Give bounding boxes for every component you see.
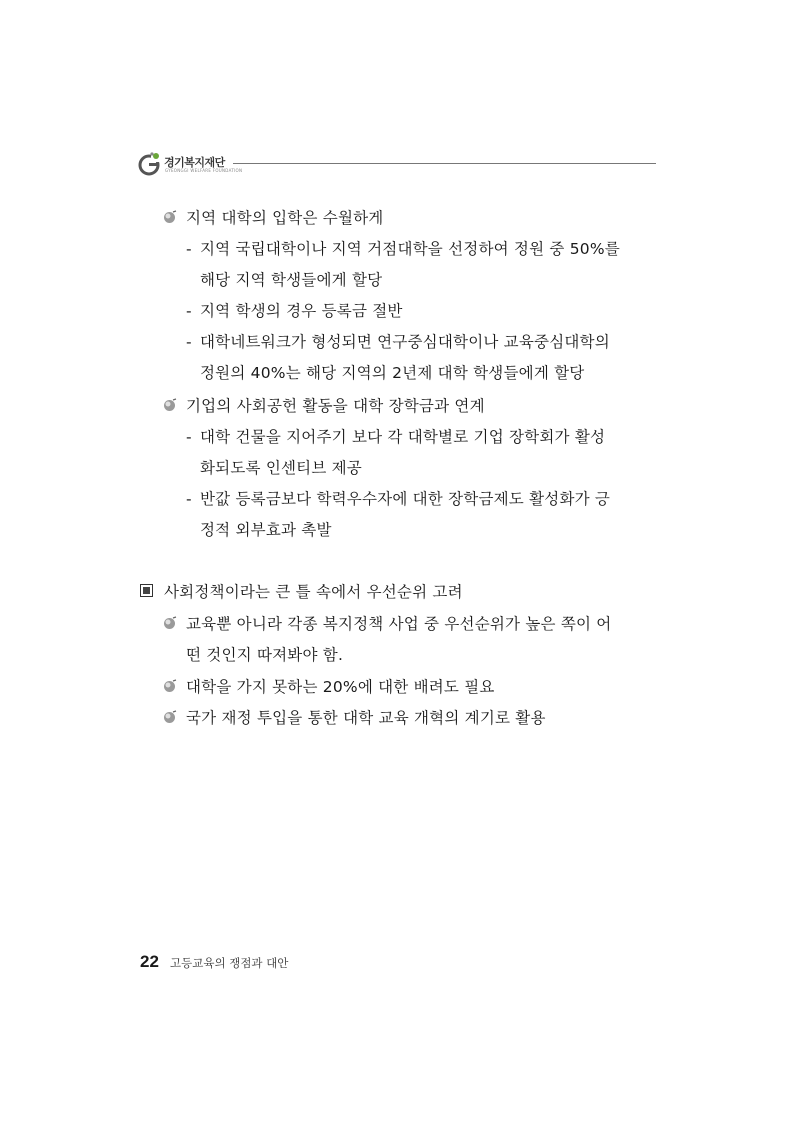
page-footer [140,952,288,972]
org-name: 경기복지재단 [164,156,225,169]
square-bullet-icon [140,584,153,597]
item-text-continued: 정적 외부효과 촉발 [200,521,332,539]
item-text-continued: 화되도록 인센티브 제공 [200,459,362,477]
item-text: 대학 건물을 지어주기 보다 각 대학별로 기업 장학회가 활성 [200,428,606,446]
section-heading: 사회정책이라는 큰 틀 속에서 우선순위 고려 [164,583,463,601]
page-header [138,146,658,182]
sphere-bullet-icon [163,616,178,630]
org-subtitle: GYEONGGI WELFARE FOUNDATION [165,168,243,173]
sphere-bullet-icon [163,710,178,724]
sphere-bullet-icon [163,679,178,693]
bullet-text: 대학을 가지 못하는 20%에 대한 배려도 필요 [186,678,495,696]
dash-marker: - [186,428,192,446]
bullet-text: 기업의 사회공헌 활동을 대학 장학금과 연계 [186,397,485,415]
foundation-logo-icon [138,150,162,176]
dash-marker: - [186,302,192,320]
running-title: 고등교육의 쟁점과 대안 [170,956,289,970]
bullet-text: 지역 대학의 입학은 수월하게 [186,209,384,227]
item-text-continued: 해당 지역 학생들에게 할당 [200,271,383,289]
dash-marker: - [186,490,192,508]
bullet-text: 교육뿐 아니라 각종 복지정책 사업 중 우선순위가 높은 쪽이 어 [186,615,612,633]
page-number: 22 [140,952,159,971]
bullet-text-continued: 떤 것인지 따져봐야 함. [186,646,344,664]
dash-marker: - [186,240,192,258]
item-text: 지역 학생의 경우 등록금 절반 [200,302,403,320]
item-text: 지역 국립대학이나 지역 거점대학을 선정하여 정원 중 50%를 [200,240,620,258]
sphere-bullet-icon [163,398,178,412]
dash-marker: - [186,333,192,351]
item-text-continued: 정원의 40%는 해당 지역의 2년제 대학 학생들에게 할당 [200,364,585,382]
item-text: 반값 등록금보다 학력우수자에 대한 장학금제도 활성화가 긍 [200,490,611,508]
bullet-text: 국가 재정 투입을 통한 대학 교육 개혁의 계기로 활용 [186,709,546,727]
sphere-bullet-icon [163,210,178,224]
item-text: 대학네트워크가 형성되면 연구중심대학이나 교육중심대학의 [200,333,610,351]
header-divider [233,163,656,164]
